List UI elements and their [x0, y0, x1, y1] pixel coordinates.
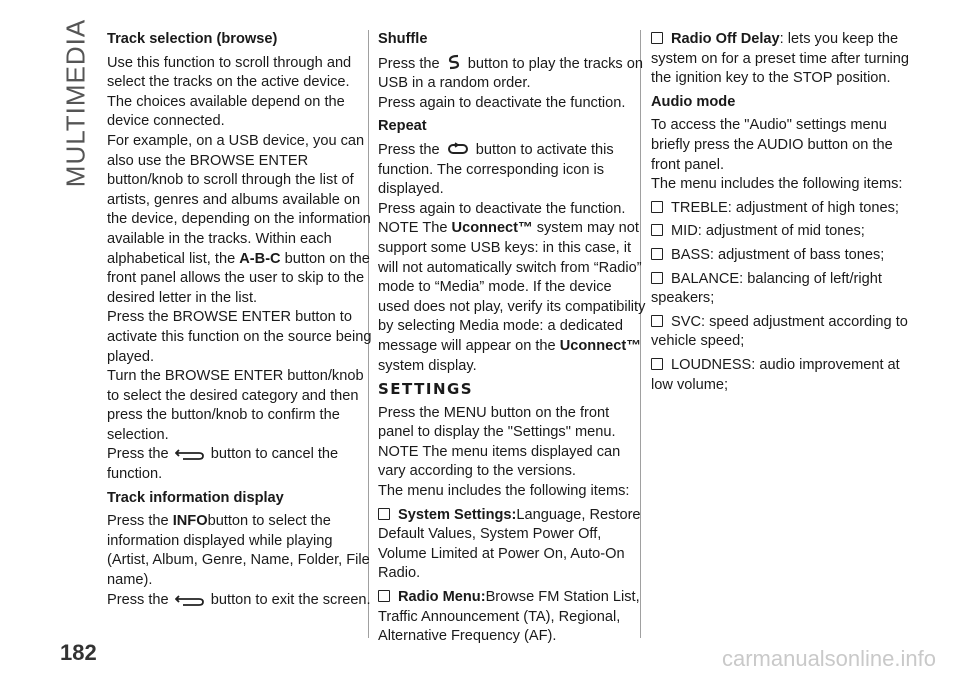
bullet-icon	[651, 224, 663, 236]
list-item: LOUDNESS: audio improvement at low volume;	[651, 356, 900, 393]
bullet-icon	[651, 201, 663, 213]
bullet-icon	[378, 590, 390, 602]
list-item: Radio Menu:Browse FM Station List, Traffic Announcement (TA), Regional, Alternative Frequency (AF).	[378, 589, 640, 645]
paragraph: Use this function to scroll through and select the tracks on the active device. The choices available depend on the device connected. For example, on a USB device, you can also use the BROWSE ENTER button/knob to scroll through the list of artists, genres and albums available on the device, depending on the information available in the tracks. Within each alphabetical list, the A-B-C button on the front panel allows the user to skip to the desired letter in the list. Press the BROWSE ENTER button to activate this function on the source being played. Turn the BROWSE ENTER button/knob to select the desired category and then press the button/knob to confirm the selection. Press the button to cancel the function.	[107, 54, 372, 483]
column-3	[651, 30, 919, 399]
section-title: MULTIMEDIA	[60, 18, 91, 188]
paragraph: To access the "Audio" settings menu briefly press the AUDIO button on the front panel. The menu includes the following items:	[651, 117, 903, 193]
list-item: Radio Off Delay: lets you keep the system on for a preset time after turning the ignition key to the STOP position.	[651, 31, 909, 87]
list-item: BASS: adjustment of bass tones;	[651, 246, 919, 266]
column-2	[378, 30, 646, 651]
paragraph: Press the button to activate this function. The corresponding icon is displayed. Press again to deactivate the function. NOTE The Uconnect™ system may not support some USB keys: in this case, it will not automatically switch from “Radio” mode to “Media” mode. If the device used does not play, verify its compatibility by selecting Media mode: a dedicated message will appear on the Uconnect™ system display.	[378, 141, 646, 374]
heading-track-info: Track information display	[107, 489, 284, 506]
shuffle-icon	[446, 54, 462, 70]
bullet-icon	[651, 358, 663, 370]
page-number: 182	[60, 640, 97, 665]
bullet-icon	[651, 272, 663, 284]
list-item: SVC: speed adjustment according to vehicle speed;	[651, 313, 908, 350]
list-item: MID: adjustment of mid tones;	[651, 222, 919, 242]
back-arrow-icon	[175, 594, 205, 606]
bullet-icon	[651, 32, 663, 44]
heading-audio-mode: Audio mode	[651, 93, 736, 110]
list-item: TREBLE: adjustment of high tones;	[651, 199, 919, 219]
bullet-icon	[651, 248, 663, 260]
list-item: BALANCE: balancing of left/right speakers;	[651, 270, 882, 307]
paragraph: Press the MENU button on the front panel to display the "Settings" menu. NOTE The menu items displayed can vary according to the versions. The menu includes the following items:	[378, 404, 630, 500]
bullet-icon	[651, 315, 663, 327]
watermark: carmanualsonline.info	[721, 646, 936, 671]
heading-settings: SETTINGS	[378, 380, 474, 399]
heading-repeat: Repeat	[378, 118, 427, 135]
back-arrow-icon	[175, 448, 205, 460]
list-item: System Settings:Language, Restore Default Values, System Power Off, Volume Limited at Power On, Auto-On Radio.	[378, 506, 641, 582]
bullet-icon	[378, 508, 390, 520]
paragraph: Press the button to play the tracks on USB in a random order. Press again to deactivate the function.	[378, 55, 644, 111]
paragraph: Press the INFObutton to select the information displayed while playing (Artist, Album, Genre, Name, Folder, File name). Press the button to exit the screen.	[107, 513, 371, 608]
column-1	[107, 30, 375, 614]
heading-shuffle: Shuffle	[378, 31, 428, 47]
repeat-icon	[446, 142, 470, 156]
heading-track-selection: Track selection (browse)	[107, 31, 278, 47]
